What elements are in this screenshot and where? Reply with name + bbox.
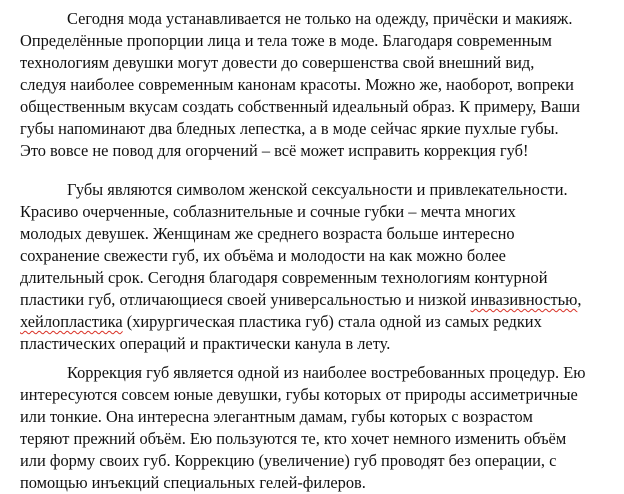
paragraph-2-line-7	[20, 311, 542, 333]
paragraph-3-line-3: или тонкие. Она интересна элегантным дамам, губы которых с возрастом	[20, 407, 533, 426]
paragraph-3-line-6: помощью инъекций специальных гелей-филеров.	[20, 473, 366, 492]
spellcheck-flagged-word[interactable]: инвазивностью	[470, 290, 578, 309]
spellcheck-flagged-word[interactable]: хейлопластика	[20, 312, 123, 331]
paragraph-1-line-5: общественным вкусам создать собственный идеальный образ. К примеру, Ваши	[20, 97, 581, 116]
paragraph-1-line-2: Определённые пропорции лица и тела тоже в моде. Благодаря современным	[20, 31, 552, 50]
paragraph-1-line-6: губы напоминают два бледных лепестка, а в моде сейчас яркие пухлые губы.	[20, 119, 559, 138]
paragraph-1-line-3: технологиям девушки могут довести до совершенства свой внешний вид,	[20, 53, 535, 72]
paragraph-3-line-5: или форму своих губ. Коррекцию (увеличение) губ проводят без операции, с	[20, 451, 557, 470]
text-segment: пластики губ, отличающиеся своей универсальностью и низкой	[20, 290, 471, 309]
paragraph-2-line-5: длительный срок. Сегодня благодаря современным технологиям контурной	[20, 268, 548, 287]
paragraph-2-line-1: Губы являются символом женской сексуальности и привлекательности.	[67, 180, 568, 199]
paragraph-3-line-2: интересуются совсем юные девушки, губы которых от природы ассиметричные	[20, 385, 578, 404]
text-segment: ,	[577, 290, 582, 309]
paragraph-3-line-4: теряют прежний объём. Ею пользуются те, кто хочет немного изменить объём	[20, 429, 567, 448]
paragraph-1-line-4: следуя наиболее современным канонам красоты. Можно же, наоборот, вопреки	[20, 75, 574, 94]
paragraph-2-line-2: Красиво очерченные, соблазнительные и сочные губки – мечта многих	[20, 202, 516, 221]
paragraph-1-line-7: Это вовсе не повод для огорчений – всё может исправить коррекция губ!	[20, 141, 529, 160]
paragraph-2-line-6	[20, 289, 581, 311]
paragraph-1-line-1: Сегодня мода устанавливается не только на одежду, причёски и макияж.	[67, 9, 573, 28]
paragraph-2-line-4: сохранение свежести губ, их объёма и молодости на как можно более	[20, 246, 506, 265]
paragraph-3-line-1: Коррекция губ является одной из наиболее востребованных процедур. Ею	[67, 363, 586, 382]
paragraph-2-line-3: молодых девушек. Женщинам же среднего возраста больше интересно	[20, 224, 515, 243]
text-segment: (хирургическая пластика губ) стала одной из самых редких	[122, 312, 542, 331]
paragraph-2-line-8: пластических операций и практически канула в лету.	[20, 334, 391, 353]
